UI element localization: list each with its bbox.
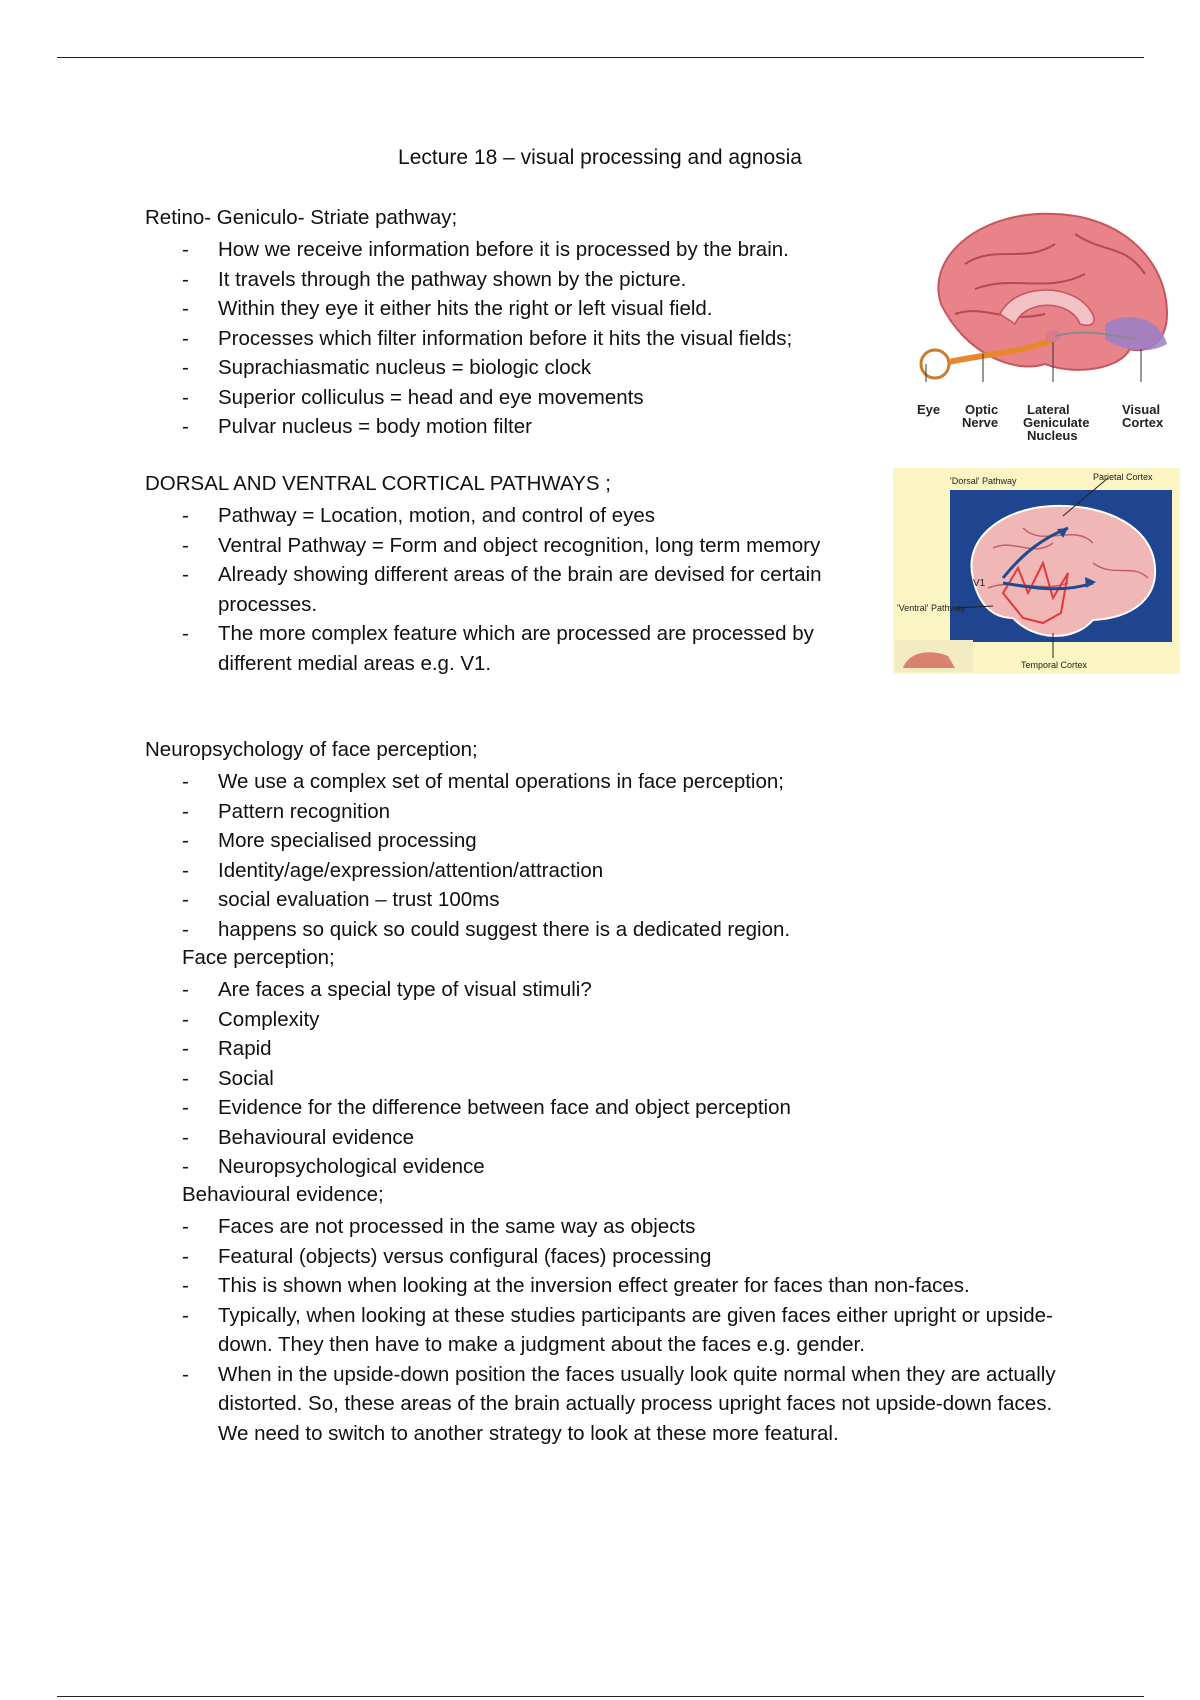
label-parietal-cortex: Parietal Cortex — [1093, 472, 1153, 482]
label-lgn-2: Geniculate — [1023, 415, 1090, 430]
list-item: - The more complex feature which are processed are processed by different medial areas e.g. V1. — [182, 619, 862, 678]
list-item: - Social — [182, 1064, 1062, 1094]
list-item: - More specialised processing — [182, 826, 1062, 856]
list-item: - social evaluation – trust 100ms — [182, 885, 1062, 915]
section-heading-retino-geniculo-striate: Retino- Geniculo- Striate pathway; — [145, 206, 458, 229]
bullet-list-dorsal-ventral — [182, 501, 862, 678]
label-lgn-1: Lateral — [1027, 402, 1070, 417]
list-item: - We use a complex set of mental operations in face perception; — [182, 767, 1062, 797]
list-item: - happens so quick so could suggest there is a dedicated region. — [182, 915, 1062, 945]
footer-rule — [57, 1696, 1144, 1697]
list-item: - Processes which filter information before it hits the visual fields; — [182, 324, 862, 354]
label-dorsal-pathway: 'Dorsal' Pathway — [950, 476, 1017, 486]
list-item: - Faces are not processed in the same way as objects — [182, 1212, 1062, 1242]
list-item: - Neuropsychological evidence — [182, 1152, 1062, 1182]
list-item: - Featural (objects) versus configural (faces) processing — [182, 1242, 1062, 1272]
label-optic-2: Nerve — [962, 415, 999, 430]
list-item: - Behavioural evidence — [182, 1123, 1062, 1153]
list-item: - This is shown when looking at the inversion effect greater for faces than non-faces. — [182, 1271, 1062, 1301]
list-item: - Pathway = Location, motion, and control of eyes — [182, 501, 862, 531]
list-item: - Identity/age/expression/attention/attraction — [182, 856, 1062, 886]
label-visual-1: Visual — [1122, 402, 1161, 417]
header-rule — [57, 57, 1144, 58]
section-heading-neuropsychology-face: Neuropsychology of face perception; — [145, 738, 478, 761]
list-item: - Ventral Pathway = Form and object recognition, long term memory — [182, 531, 862, 561]
label-optic-1: Optic — [965, 402, 999, 417]
dorsal-ventral-pathways-figure — [893, 468, 1180, 674]
list-item: - Pattern recognition — [182, 797, 1062, 827]
section-heading-dorsal-ventral: DORSAL AND VENTRAL CORTICAL PATHWAYS ; — [145, 472, 611, 495]
list-item: - Complexity — [182, 1005, 1062, 1035]
bullet-list-retino-geniculo-striate — [182, 235, 862, 442]
list-item: - Within they eye it either hits the right or left visual field. — [182, 294, 862, 324]
list-item: - Pulvar nucleus = body motion filter — [182, 412, 862, 442]
list-item: - When in the upside-down position the faces usually look quite normal when they are actually distorted. So, these areas of the brain actually process upright faces not upside-down faces. We need to switch to another strategy to look at these more featural. — [182, 1360, 1062, 1449]
list-item: - Rapid — [182, 1034, 1062, 1064]
label-visual-2: Cortex — [1122, 415, 1164, 430]
section-heading-face-perception: Face perception; — [182, 946, 335, 969]
section-heading-behavioural-evidence: Behavioural evidence; — [182, 1183, 384, 1206]
bullet-list-behavioural-evidence — [182, 1212, 1062, 1448]
list-item: - Already showing different areas of the brain are devised for certain processes. — [182, 560, 862, 619]
label-ventral-pathway: 'Ventral' Pathway — [897, 603, 966, 613]
document-title: Lecture 18 – visual processing and agnosia — [398, 146, 802, 169]
list-item: - Evidence for the difference between face and object perception — [182, 1093, 1062, 1123]
visual-pathway-brain-figure — [905, 204, 1177, 448]
label-temporal-cortex: Temporal Cortex — [1021, 660, 1088, 670]
list-item: - Suprachiasmatic nucleus = biologic clock — [182, 353, 862, 383]
list-item: - Superior colliculus = head and eye movements — [182, 383, 862, 413]
label-eye: Eye — [917, 402, 941, 417]
label-lgn-3: Nucleus — [1027, 428, 1078, 443]
list-item: - How we receive information before it is processed by the brain. — [182, 235, 862, 265]
eye-icon — [921, 350, 949, 378]
label-v1: V1 — [973, 578, 986, 589]
list-item: - Typically, when looking at these studies participants are given faces either upright or upside-down. They then have to make a judgment about the faces e.g. gender. — [182, 1301, 1062, 1360]
list-item: - It travels through the pathway shown by the picture. — [182, 265, 862, 295]
bullet-list-face-perception — [182, 975, 1062, 1182]
list-item: - Are faces a special type of visual stimuli? — [182, 975, 1062, 1005]
bullet-list-neuropsychology-face — [182, 767, 1062, 944]
